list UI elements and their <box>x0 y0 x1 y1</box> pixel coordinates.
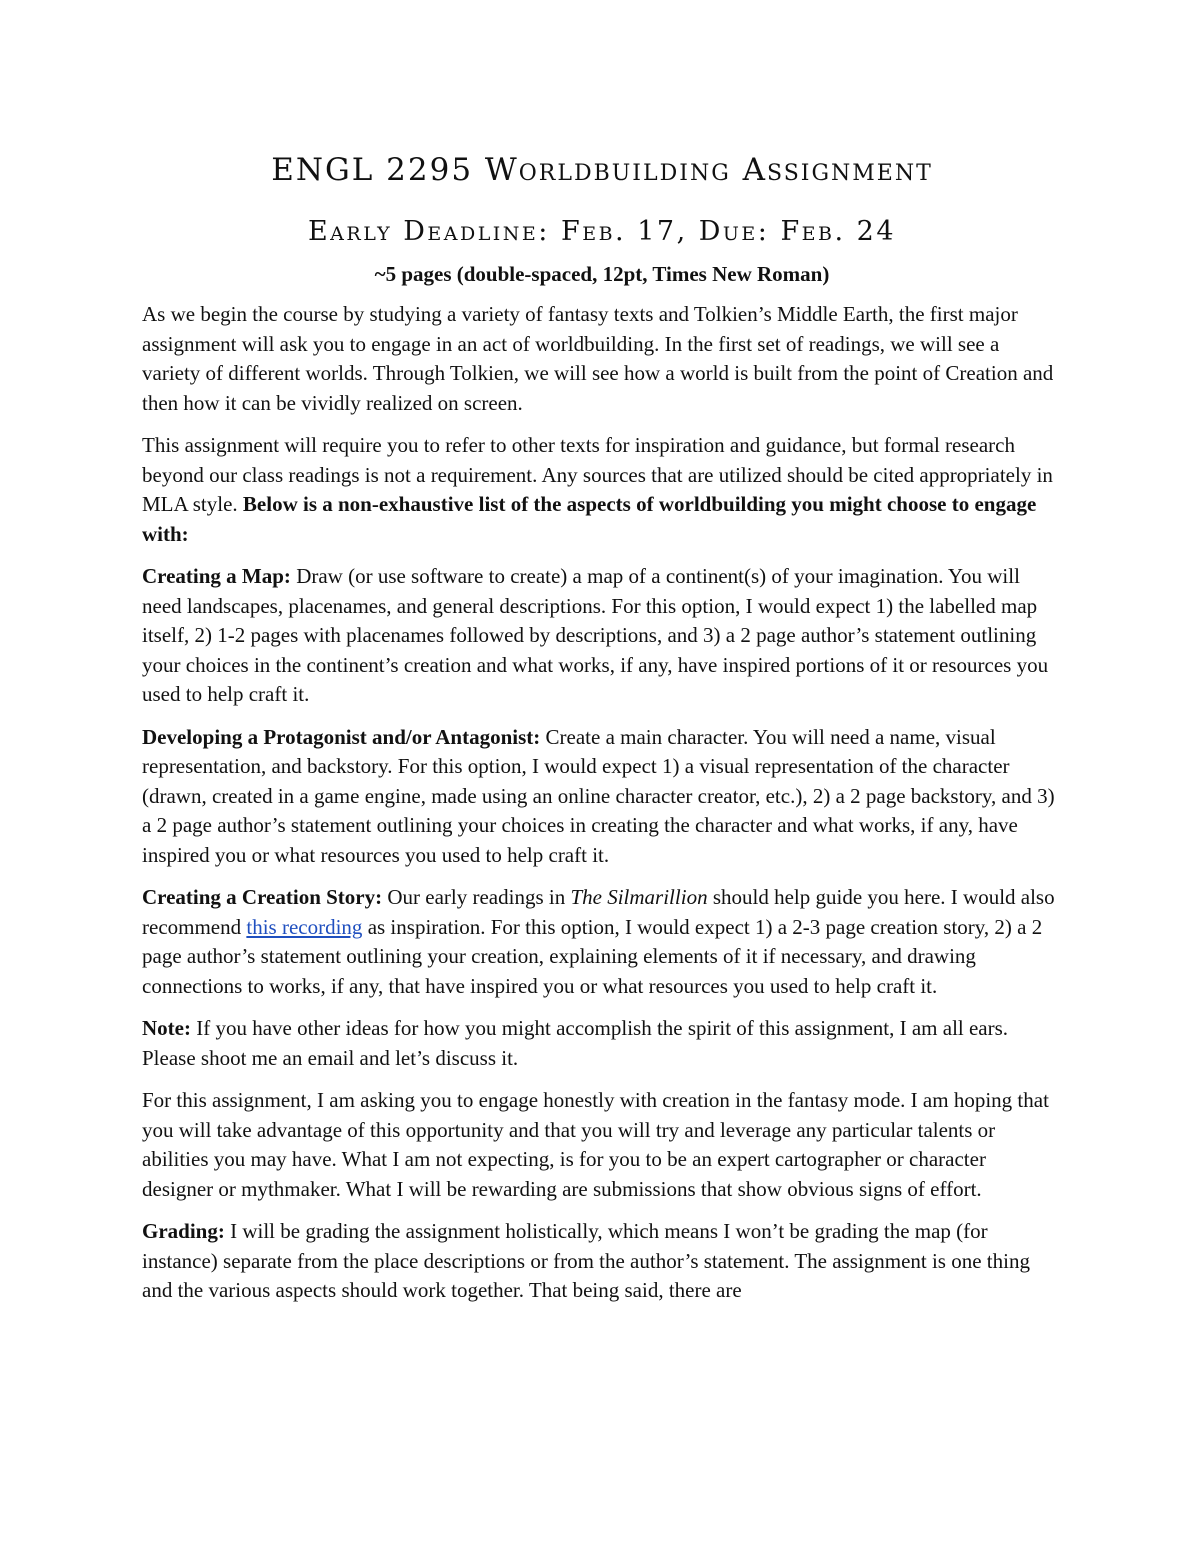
creation-option-paragraph <box>142 883 1062 1001</box>
character-option-label: Developing a Protagonist and/or Antagonist: <box>142 724 541 749</box>
grading-text: I will be grading the assignment holistically, which means I won’t be grading the map (for instance) separate from the place descriptions or from the author’s statement. The assignment is one thing and the various aspects should work together. That being said, there are <box>142 1219 1030 1302</box>
length-spec: ~5 pages (double-spaced, 12pt, Times New Roman) <box>374 262 830 286</box>
silmarillion-title: The Silmarillion <box>570 885 708 909</box>
expectations-text: For this assignment, I am asking you to engage honestly with creation in the fantasy mode. I am hoping that you will take advantage of this opportunity and that you will try and leverage any particular talents or abilities you may have. What I am not expecting, is for you to be an expert cartographer or character designer or mythmaker. What I will be rewarding are submissions that show obvious signs of effort. <box>142 1088 1049 1201</box>
map-option-paragraph <box>142 562 1062 710</box>
intro-paragraph <box>142 300 1062 418</box>
creation-option-label: Creating a Creation Story: <box>142 885 383 909</box>
expectations-paragraph <box>142 1086 1062 1204</box>
document-page <box>142 148 1062 1319</box>
requirements-text: This assignment will require you to refer to other texts for inspiration and guidance, but formal research beyond our class readings is not a requirement. Any sources that are utilized should be cited appropriately in MLA style. <box>142 433 1053 516</box>
recording-link[interactable]: this recording <box>246 914 363 939</box>
note-text: If you have other ideas for how you might accomplish the spirit of this assignment, I am all ears. Please shoot me an email and let’s discuss it. <box>142 1016 1009 1070</box>
requirements-bold-text: Below is a non-exhaustive list of the aspects of worldbuilding you might choose to engage with: <box>142 492 1037 546</box>
deadline-line: Early Deadline: Feb. 17, Due: Feb. 24 <box>307 216 897 247</box>
creation-option-text-3: as inspiration. For this option, I would expect 1) a 2-3 page creation story, 2) a 2 page author’s statement outlining your creation, explaining elements of it if necessary, and drawing connections to works, if any, that have inspired you or what resources you used to help craft it. <box>142 914 1043 998</box>
note-paragraph <box>142 1014 1062 1073</box>
requirements-paragraph <box>142 431 1062 549</box>
assignment-title: ENGL 2295 Worldbuilding Assignment <box>271 152 933 188</box>
note-label: Note: <box>142 1016 191 1040</box>
character-option-paragraph <box>142 723 1062 871</box>
grading-paragraph <box>142 1217 1062 1306</box>
map-option-label: Creating a Map: <box>142 564 291 588</box>
map-option-text: Draw (or use software to create) a map of a continent(s) of your imagination. You will need landscapes, placenames, and general descriptions. For this option, I would expect 1) the labelled map itself, 2) 1-2 pages with placenames followed by descriptions, and 3) a 2 page author’s statement outlining your choices in the continent’s creation and what works, if any, have inspired portions of it or resources you used to help craft it. <box>142 564 1049 706</box>
intro-text: As we begin the course by studying a variety of fantasy texts and Tolkien’s Middle Earth, the first major assignment will ask you to engage in an act of worldbuilding. In the first set of readings, we will see a variety of different worlds. Through Tolkien, we will see how a world is built from the point of Creation and then how it can be vividly realized on screen. <box>142 302 1054 415</box>
creation-option-text-1: Our early readings in <box>387 885 566 909</box>
character-option-text: Create a main character. You will need a name, visual representation, and backstory. For this option, I would expect 1) a visual representation of the character (drawn, created in a game engine, made using an online character creator, etc.), 2) a 2 page backstory, and 3) a 2 page author’s statement outlining your choices in creating the character and what works, if any, have inspired you or what resources you used to help craft it. <box>142 724 1055 867</box>
creation-option-text-2: should help guide you here. I would also recommend <box>142 885 1055 939</box>
grading-label: Grading: <box>142 1219 225 1243</box>
